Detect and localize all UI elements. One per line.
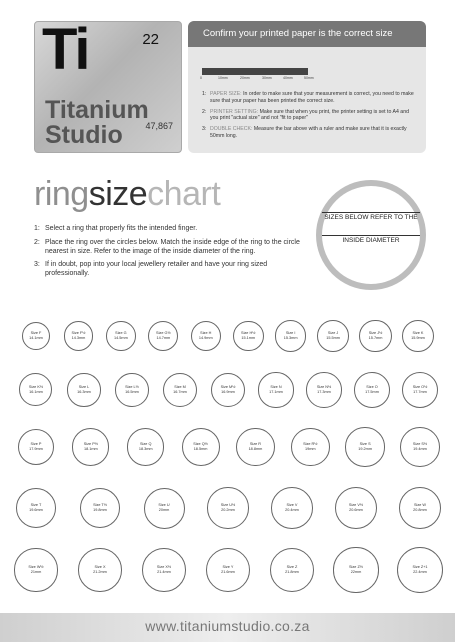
ring-size-circle <box>182 428 220 466</box>
confirm-size-panel <box>188 21 426 153</box>
size-label: Size L½ <box>125 385 139 390</box>
ring-size-circle <box>397 547 443 593</box>
ring-size-circle <box>258 372 293 407</box>
size-label: Size O <box>366 385 378 390</box>
size-diameter: 18.1mm <box>83 446 98 451</box>
ring-size-circle <box>80 488 121 529</box>
confirm-step <box>202 126 414 140</box>
ruler-ticks <box>200 76 320 84</box>
size-diameter: 22.4mm <box>413 569 427 574</box>
size-diameter: 14.7mm <box>156 335 171 340</box>
size-diameter: 21.2mm <box>93 569 107 574</box>
size-label: Size H½ <box>241 331 256 336</box>
size-label: Size T <box>30 503 42 508</box>
step-text <box>210 109 414 123</box>
size-diameter: 14.1mm <box>29 335 43 340</box>
element-symbol: Ti <box>42 17 89 82</box>
size-diameter: 18.8mm <box>248 446 263 451</box>
title-part-chart: chart <box>147 175 221 213</box>
step-body: In order to make sure that your measurement is correct, you need to make sure that your paper has been printed the correct size. <box>210 91 414 104</box>
size-diameter: 19.6mm <box>29 507 43 512</box>
step-number: 1: <box>202 91 207 97</box>
size-diameter: 16.7mm <box>173 389 187 394</box>
size-diameter: 17.3mm <box>317 389 331 394</box>
step-number: 3: <box>202 126 207 132</box>
brand-name-line2: Studio <box>45 121 123 149</box>
instruction-number: 1: <box>34 225 40 232</box>
size-label: Size T½ <box>93 503 107 508</box>
ring-size-circle <box>144 488 185 529</box>
size-label: Size K <box>412 331 424 336</box>
step-text <box>210 91 414 105</box>
ring-size-circle <box>106 321 136 351</box>
ring-size-circle <box>72 428 109 465</box>
size-diameter: 22mm <box>350 569 362 574</box>
title-part-size: size <box>88 175 148 213</box>
title-part-ring: ring <box>34 175 89 213</box>
size-label: Size N <box>270 385 282 390</box>
atomic-number: 22 <box>142 31 159 48</box>
ruler-tick: 40mm <box>283 76 293 80</box>
size-diameter: 15.3mm <box>283 335 298 340</box>
size-label: Size R <box>249 442 262 447</box>
size-diameter: 20.6mm <box>349 507 363 512</box>
size-diameter: 21mm <box>30 569 42 574</box>
size-diameter: 20.8mm <box>413 507 427 512</box>
size-label: Size Z <box>286 565 298 570</box>
size-label: Size P½ <box>83 442 98 447</box>
website-url: www.titaniumstudio.co.za <box>145 618 310 634</box>
size-label: Size U½ <box>220 503 236 508</box>
step-body: Make sure that when you print, the printer setting is set to A4 and you print "actual size" and not "fit to paper" <box>210 108 409 122</box>
size-diameter: 19.2mm <box>358 446 372 451</box>
size-label: Size G <box>115 331 127 336</box>
size-diameter: 14.3mm <box>71 335 86 340</box>
ring-size-circle <box>207 487 248 528</box>
instruction-item <box>34 261 304 279</box>
size-diameter: 17.5mm <box>365 390 379 394</box>
step-key: DOUBLE CHECK: <box>210 126 253 132</box>
size-label: Size H <box>200 331 212 336</box>
size-label: Size W <box>413 503 426 508</box>
size-label: Size Z½ <box>349 565 363 570</box>
instruction-text: If in doubt, pop into your local jewellery retailer and have your ring sized professionally. <box>45 261 268 277</box>
size-label: Size U <box>158 503 170 508</box>
size-diameter: 21.8mm <box>285 569 299 574</box>
ring-size-circle <box>148 321 178 351</box>
size-diameter: 16.5mm <box>125 389 139 394</box>
size-label: Size Y <box>222 565 234 570</box>
size-label: Size F½ <box>71 331 86 336</box>
size-label: Size V½ <box>348 503 364 508</box>
size-label: Size N½ <box>316 385 332 390</box>
ring-size-circle <box>67 373 100 406</box>
ring-size-circle <box>291 428 330 467</box>
titanium-studio-logo <box>34 17 182 153</box>
size-label: Size G½ <box>156 331 171 336</box>
size-label: Size M½ <box>220 385 236 390</box>
ring-size-circle <box>317 320 349 352</box>
ring-size-circle <box>22 322 51 351</box>
instruction-text: Place the ring over the circles below. Match the inside edge of the ring to the circle nearest in size. Refer to the image of the inside diameter of the ring. <box>45 238 300 255</box>
instruction-text: Select a ring that properly fits the intended finger. <box>45 225 198 232</box>
size-diameter: 21.6mm <box>221 569 235 574</box>
ring-size-circle <box>233 321 264 352</box>
ring-size-circle <box>236 428 275 467</box>
size-diameter: 18.3mm <box>138 446 153 451</box>
size-label: Size R½ <box>303 442 318 447</box>
confirm-steps <box>202 91 414 144</box>
step-number: 2: <box>202 108 207 115</box>
ring-size-circle <box>345 427 384 466</box>
size-label: Size K½ <box>28 385 44 390</box>
size-diameter: 15.9mm <box>411 335 425 340</box>
ruler-tick: 10mm <box>218 76 228 80</box>
size-label: Size V <box>286 503 298 508</box>
size-label: Size M <box>174 385 186 390</box>
ruler-tick: 30mm <box>262 76 272 80</box>
size-label: Size X½ <box>156 565 172 570</box>
inside-diameter-diagram <box>316 180 426 290</box>
instruction-number: 3: <box>34 261 40 269</box>
size-diameter: 14.9mm <box>198 335 213 340</box>
ring-size-circle <box>115 373 149 407</box>
ruler-tick: 50mm <box>304 76 314 80</box>
size-diameter: 15.1mm <box>241 335 256 340</box>
size-diameter: 18.5mm <box>193 446 208 451</box>
size-diameter: 17.9mm <box>29 446 43 451</box>
size-label: Size Q <box>140 442 152 447</box>
ring-size-circle <box>127 428 165 466</box>
size-label: Size O½ <box>412 385 428 390</box>
ring-size-circle <box>18 429 55 466</box>
ring-size-circle <box>19 373 52 406</box>
ring-size-circle <box>14 548 57 591</box>
ruler-tick: 20mm <box>240 76 250 80</box>
ring-size-circle <box>333 547 378 592</box>
ring-size-circle <box>400 427 440 467</box>
instruction-item <box>34 239 304 257</box>
page-title <box>34 175 220 214</box>
instruction-number: 2: <box>34 238 40 246</box>
ring-size-circle <box>64 321 93 350</box>
instruction-item <box>34 225 304 234</box>
ring-size-circle <box>306 372 341 407</box>
diagram-label-top: SIZES BELOW REFER TO THE <box>324 214 418 221</box>
instructions-list <box>34 225 304 284</box>
size-label: Size L <box>78 385 90 390</box>
size-label: Size X <box>94 565 106 570</box>
confirm-header: Confirm your printed paper is the correct size <box>188 21 426 47</box>
step-body: Measure the bar above with a ruler and make sure that it is exactly 50mm long. <box>210 126 407 139</box>
brand-name-line1: Titanium <box>45 96 149 124</box>
size-diameter: 16.1mm <box>29 389 43 394</box>
size-diameter: 21.4mm <box>157 569 171 574</box>
ring-size-circle <box>163 373 197 407</box>
confirm-step <box>202 109 414 123</box>
size-label: Size S <box>359 442 371 447</box>
size-diameter: 20.4mm <box>285 507 299 512</box>
ring-size-circle <box>402 372 438 408</box>
ring-size-circle <box>16 488 56 528</box>
ring-size-circle <box>142 548 186 592</box>
footer-bar <box>0 613 455 642</box>
size-diameter: 17.7mm <box>413 389 427 394</box>
size-diameter: 15.5mm <box>326 335 340 340</box>
ring-size-circle <box>270 548 315 593</box>
ring-size-circle <box>206 548 250 592</box>
ring-size-circle <box>402 320 435 353</box>
size-diameter: 19.8mm <box>93 507 107 512</box>
size-diameter: 16.3mm <box>77 389 91 394</box>
size-label: Size J <box>327 331 339 336</box>
size-diameter: 17.1mm <box>269 389 283 394</box>
size-diameter: 19.4mm <box>413 446 427 451</box>
size-diameter: 14.5mm <box>114 335 128 340</box>
size-label: Size Z+1 <box>412 565 428 570</box>
ring-size-circle <box>271 487 313 529</box>
size-diameter: 19mm <box>304 446 316 451</box>
size-label: Size J½ <box>368 331 383 336</box>
ring-size-circle <box>359 320 391 352</box>
size-diameter: 20.2mm <box>221 507 235 512</box>
size-diameter: 20mm <box>158 508 170 512</box>
size-diameter: 16.9mm <box>221 389 235 394</box>
diameter-line-bottom <box>322 235 420 236</box>
diagram-label-bottom: INSIDE DIAMETER <box>342 237 400 244</box>
ring-size-circle <box>335 487 377 529</box>
step-key: PAPER SIZE: <box>210 91 242 97</box>
diameter-line-top <box>322 212 420 213</box>
ring-size-circle <box>78 548 121 591</box>
size-label: Size F <box>30 331 42 336</box>
size-label: Size W½ <box>28 565 44 570</box>
step-key: PRINTER SETTING: <box>210 108 259 115</box>
size-label: Size P <box>30 442 42 447</box>
size-label: Size Q½ <box>193 442 208 447</box>
atomic-mass: 47,867 <box>145 121 173 131</box>
ring-size-circle <box>354 372 390 408</box>
step-text <box>210 126 414 140</box>
ring-size-circle <box>191 321 222 352</box>
size-label: Size S½ <box>412 442 428 447</box>
ring-size-circle <box>399 487 442 530</box>
size-label: Size I <box>285 331 296 336</box>
ring-size-circle <box>275 320 306 351</box>
calibration-bar <box>202 68 308 75</box>
size-diameter: 15.7mm <box>368 335 383 340</box>
confirm-step <box>202 91 414 105</box>
ring-size-circle <box>211 373 246 408</box>
ruler-tick: 0 <box>200 76 202 80</box>
